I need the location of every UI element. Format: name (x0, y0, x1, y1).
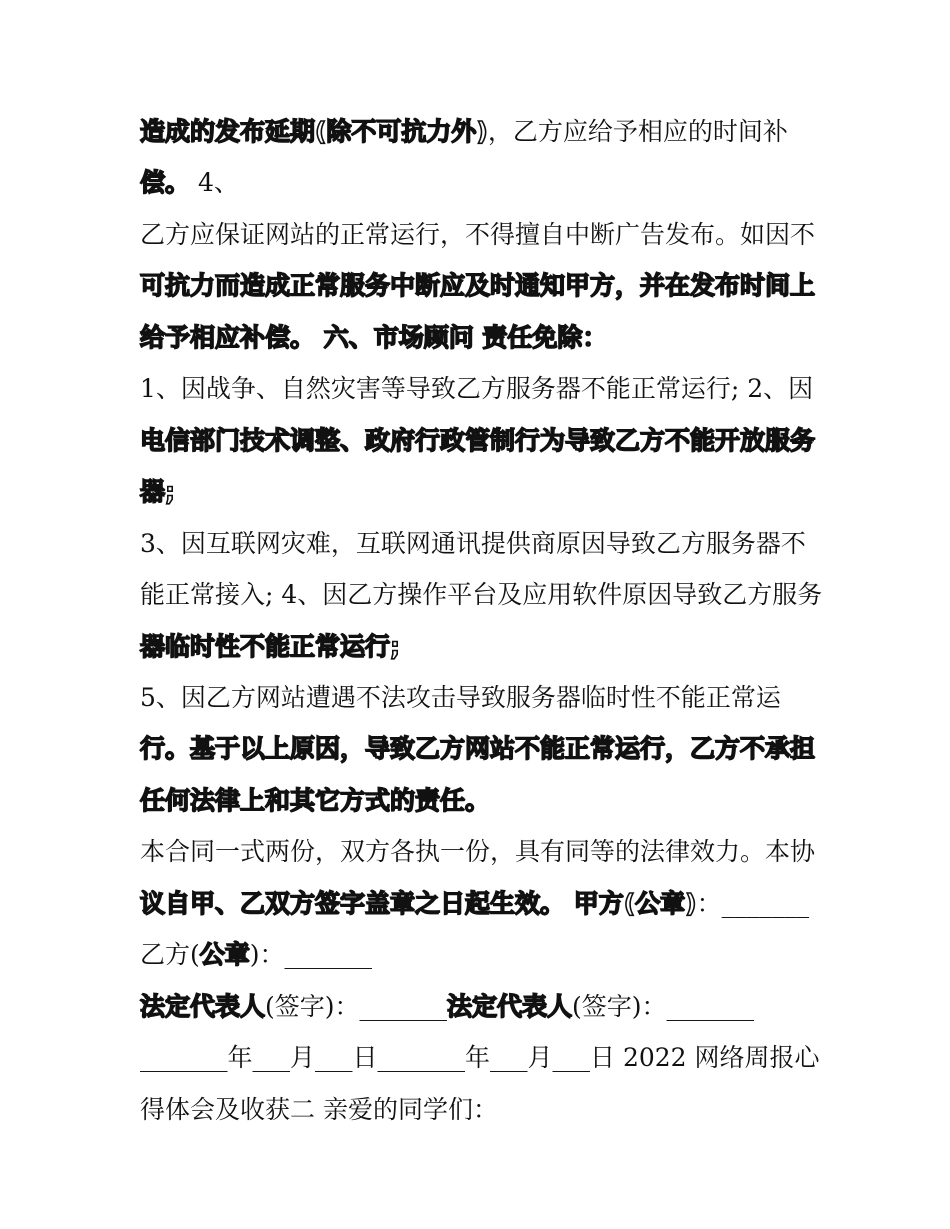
text-line (140, 168, 239, 198)
text-segment: (签字)：_______ (265, 992, 448, 1021)
text-segment: (签字)：_______ (572, 992, 755, 1021)
text-line (140, 889, 809, 919)
text-line (140, 220, 815, 250)
text-segment: ，乙方应给予相应的时间补 (487, 117, 788, 146)
text-line (140, 323, 607, 353)
text-line (140, 271, 815, 301)
outlined-text-segment: 公章 (199, 940, 250, 969)
text-segment: 能正常接入; 4、因乙方操作平台及应用软件原因导致乙方服务 (140, 580, 823, 609)
text-segment: 乙方应保证网站的正常运行，不得擅自中断广告发布。如因不 (140, 220, 816, 249)
outlined-text-segment: 器临时性不能正常运行; (140, 632, 400, 661)
text-segment: 本合同一式两份，双方各执一份，具有同等的法律效力。本协 (140, 837, 816, 866)
text-line (140, 734, 815, 764)
text-line (140, 837, 815, 867)
text-line (140, 426, 815, 456)
outlined-text-segment: 议自甲、乙双方签字盖章之日起生效。 甲方(公章) (140, 889, 697, 918)
text-line (140, 992, 754, 1022)
text-line (140, 117, 788, 147)
text-segment: 乙方( (140, 940, 200, 969)
text-segment: _______年___月___日_______年___月___日 2022 网络周报心 (140, 1043, 820, 1072)
outlined-text-segment: 偿。 (140, 168, 191, 197)
outlined-text-segment: 可抗力而造成正常服务中断应及时通知甲方，并在发布时间上 (140, 271, 816, 300)
text-line (140, 632, 400, 662)
text-line (140, 940, 372, 970)
text-line (140, 1095, 498, 1125)
outlined-text-segment: 给予相应补偿。 六、市场顾问 责任免除： (140, 323, 608, 352)
outlined-text-segment: 任何法律上和其它方式的责任。 (140, 786, 491, 815)
text-line (140, 529, 806, 559)
text-line (140, 477, 175, 507)
text-line (140, 683, 781, 713)
text-segment: 1、因战争、自然灾害等导致乙方服务器不能正常运行; 2、因 (140, 374, 814, 403)
text-line (140, 580, 822, 610)
text-segment: 5、因乙方网站遭遇不法攻击导致服务器临时性不能正常运 (140, 683, 781, 712)
outlined-text-segment: 行。基于以上原因，导致乙方网站不能正常运行，乙方不承担 (140, 734, 816, 763)
text-segment: 3、因互联网灾难，互联网通讯提供商原因导致乙方服务器不 (140, 529, 806, 558)
text-line (140, 1043, 820, 1073)
text-segment: 得体会及收获二 亲爱的同学们： (140, 1095, 498, 1124)
text-line (140, 374, 813, 404)
text-line (140, 786, 490, 816)
outlined-text-segment: 造成的发布延期(除不可抗力外) (140, 117, 488, 146)
outlined-text-segment: 法定代表人 (447, 992, 573, 1021)
text-segment: 4、 (190, 168, 239, 197)
outlined-text-segment: 器; (140, 477, 175, 506)
text-segment: ：_______ (696, 889, 810, 918)
outlined-text-segment: 电信部门技术调整、政府行政管制行为导致乙方不能开放服务 (140, 426, 816, 455)
outlined-text-segment: 法定代表人 (140, 992, 266, 1021)
text-segment: )：_______ (249, 940, 373, 969)
